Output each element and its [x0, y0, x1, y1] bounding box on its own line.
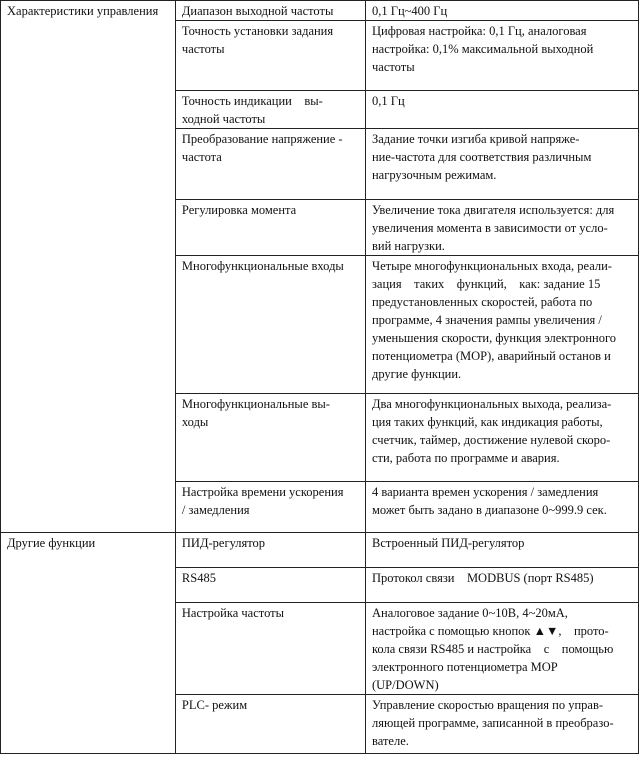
- cell-line: Преобразование напряжение -: [181, 132, 343, 146]
- cell-line: Многофункциональные вы-: [181, 397, 330, 411]
- cell-line: Увеличение тока двигателя используется: для: [371, 203, 615, 217]
- parameter-cell: [175, 482, 365, 533]
- cell-line: частоты: [371, 60, 415, 74]
- cell-line: частоты: [181, 42, 225, 56]
- parameter-cell: [175, 256, 365, 394]
- parameter-cell: [175, 129, 365, 200]
- parameter-cell: [175, 1, 365, 21]
- cell-line: Встроенный ПИД-регулятор: [371, 536, 525, 550]
- cell-line: Диапазон выходной частоты: [181, 4, 334, 18]
- cell-line: настройка: 0,1% максимальной выходной: [371, 42, 594, 56]
- cell-line: ходы: [181, 415, 209, 429]
- cell-line: RS485: [181, 571, 216, 585]
- cell-line: Точность установки задания: [181, 24, 334, 38]
- value-cell: [365, 482, 638, 533]
- parameter-cell: [175, 91, 365, 129]
- cell-line: Настройка частоты: [181, 606, 285, 620]
- cell-line: другие функции.: [371, 367, 462, 381]
- cell-line: 0,1 Гц: [371, 94, 405, 108]
- cell-line: может быть задано в диапазоне 0~999.9 сек.: [371, 503, 607, 517]
- table-row: [1, 1, 639, 21]
- cell-line: частота: [181, 150, 222, 164]
- cell-line: уменьшения скорости, функция электронного: [371, 331, 617, 345]
- cell-line: PLC- режим: [181, 698, 248, 712]
- cell-line: счетчик, таймер, достижение нулевой скоро-: [371, 433, 611, 447]
- value-cell: [365, 200, 638, 256]
- cell-line: Точность индикации вы-: [181, 94, 323, 108]
- value-cell: [365, 568, 638, 603]
- cell-line: Регулировка момента: [181, 203, 297, 217]
- cell-line: электронного потенциометра MOP: [371, 660, 558, 674]
- cell-line: Протокол связи MODBUS (порт RS485): [371, 571, 594, 585]
- cell-line: 4 варианта времен ускорения / замедления: [371, 485, 599, 499]
- cell-line: предустановленных скоростей, работа по: [371, 295, 593, 309]
- cell-line: / замедления: [181, 503, 250, 517]
- cell-line: Цифровая настройка: 0,1 Гц, аналоговая: [371, 24, 587, 38]
- value-cell: [365, 91, 638, 129]
- cell-line: 0,1 Гц~400 Гц: [371, 4, 448, 18]
- cell-line: зация таких функций, как: задание 15: [371, 277, 601, 291]
- parameter-cell: [175, 394, 365, 482]
- category-cell: Другие функции: [1, 533, 176, 754]
- cell-line: вателе.: [371, 734, 409, 748]
- parameter-cell: [175, 568, 365, 603]
- table-row: [1, 533, 639, 568]
- cell-line: Четыре многофункциональных входа, реали-: [371, 259, 612, 273]
- cell-line: сти, работа по программе и авария.: [371, 451, 560, 465]
- cell-line: Два многофункциональных выхода, реализа-: [371, 397, 612, 411]
- cell-line: ходной частоты: [181, 112, 266, 126]
- cell-line: Аналоговое задание 0~10В, 4~20мА,: [371, 606, 568, 620]
- cell-line: ляющей программе, записанной в преобразо-: [371, 716, 614, 730]
- value-cell: [365, 256, 638, 394]
- parameter-cell: [175, 695, 365, 754]
- cell-line: ние-частота для соответствия различным: [371, 150, 592, 164]
- cell-line: нагрузочным режимам.: [371, 168, 497, 182]
- parameter-cell: [175, 200, 365, 256]
- parameter-cell: [175, 21, 365, 91]
- value-cell: [365, 129, 638, 200]
- cell-line: увеличения момента в зависимости от усло-: [371, 221, 608, 235]
- cell-line: (UP/DOWN): [371, 678, 439, 692]
- value-cell: [365, 603, 638, 695]
- value-cell: [365, 21, 638, 91]
- cell-line: настройка с помощью кнопок ▲▼, прото-: [371, 624, 609, 638]
- cell-line: ция таких функций, как индикация работы,: [371, 415, 603, 429]
- cell-line: программе, 4 значения рампы увеличения /: [371, 313, 602, 327]
- cell-line: вий нагрузки.: [371, 239, 445, 253]
- cell-line: кола связи RS485 и настройка с помощью: [371, 642, 614, 656]
- value-cell: [365, 1, 638, 21]
- cell-line: Настройка времени ускорения: [181, 485, 344, 499]
- cell-line: Задание точки изгиба кривой напряже-: [371, 132, 580, 146]
- value-cell: [365, 695, 638, 754]
- cell-line: Многофункциональные входы: [181, 259, 344, 273]
- value-cell: [365, 533, 638, 568]
- parameter-cell: [175, 533, 365, 568]
- parameter-cell: [175, 603, 365, 695]
- value-cell: [365, 394, 638, 482]
- category-cell: Характеристики управления: [1, 1, 176, 533]
- cell-line: Управление скоростью вращения по управ-: [371, 698, 604, 712]
- cell-line: потенциометра (MOP), аварийный останов и: [371, 349, 611, 363]
- cell-line: ПИД-регулятор: [181, 536, 266, 550]
